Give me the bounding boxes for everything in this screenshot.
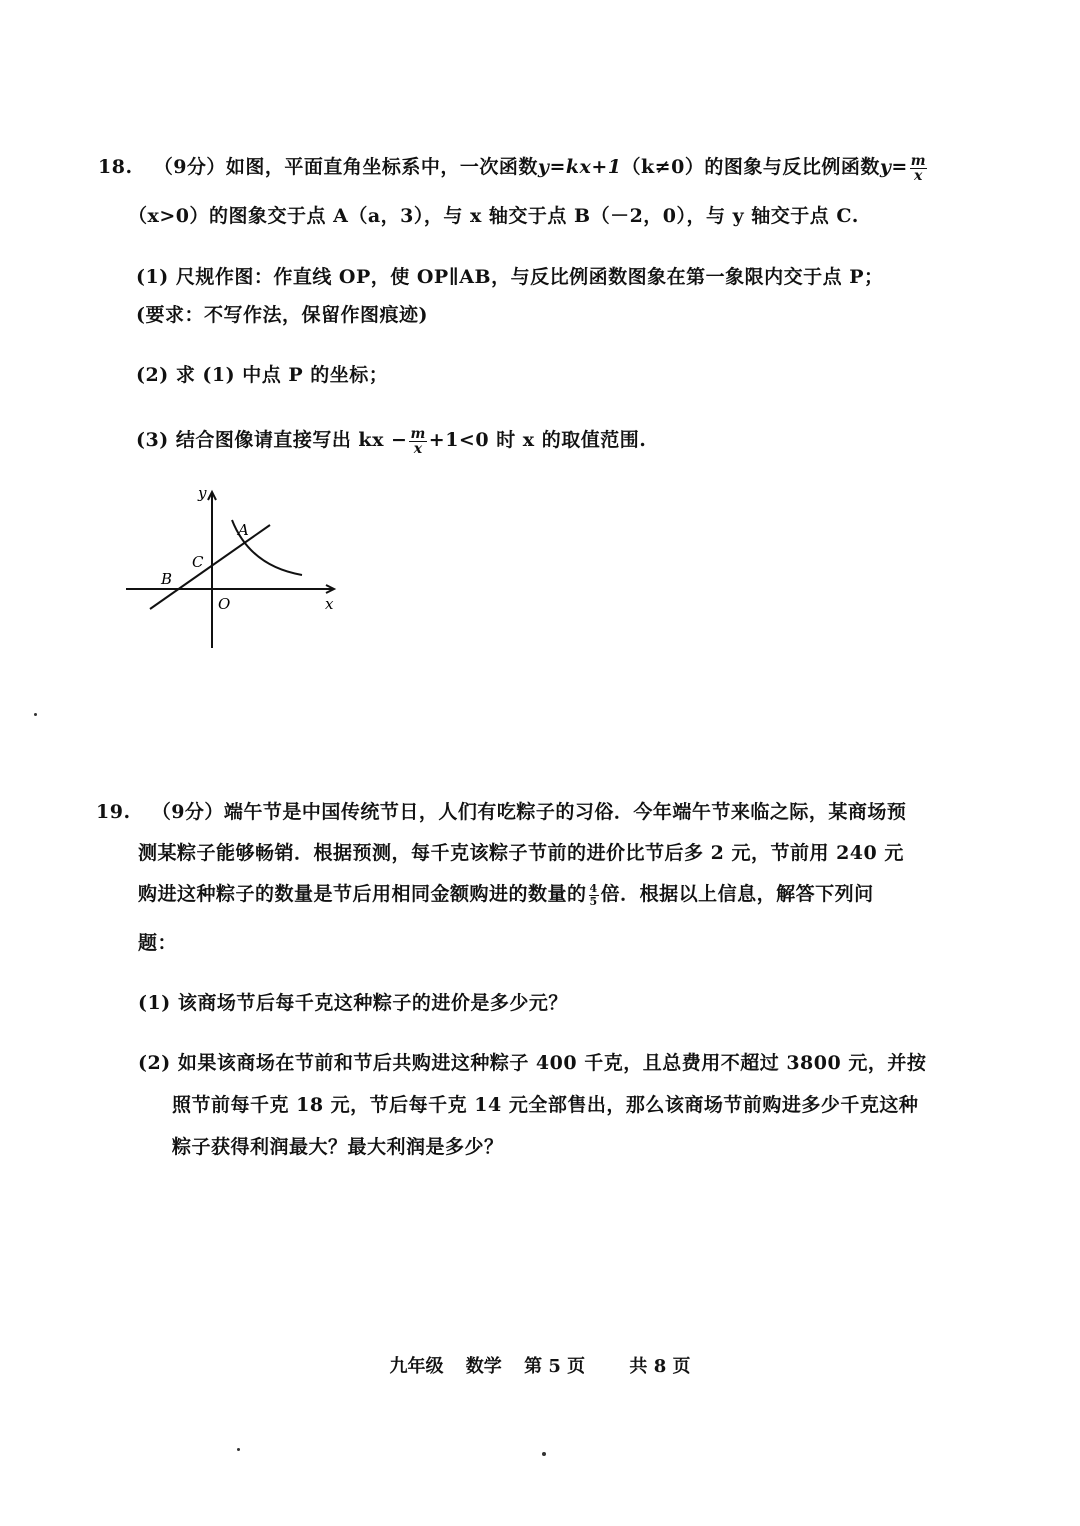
q19-part2-line1: (2) 如果该商场在节前和节后共购进这种粽子 400 千克，且总费用不超过 3800 元，并按	[138, 1052, 927, 1074]
q18-part3-a: (3) 结合图像请直接写出 kx −	[136, 429, 408, 451]
label-y: y	[198, 484, 207, 502]
q19-line4: 题：	[138, 932, 178, 954]
q18-frac-num: m	[910, 152, 927, 169]
scan-speck	[34, 713, 37, 716]
q19-fraction	[589, 883, 599, 908]
footer-total: 共 8 页	[629, 1356, 691, 1377]
q18-part1: (1) 尺规作图：作直线 OP，使 OP∥AB，与反比例函数图象在第一象限内交于点 P；	[136, 266, 884, 288]
q19-frac-num: 4	[589, 881, 598, 895]
q18-frac-den: x	[914, 167, 923, 184]
q18-text-c: （k≠0）的图象与反比例函数	[621, 156, 880, 178]
scan-speck	[542, 1452, 546, 1456]
q18-part3-b: +1<0 时 x 的取值范围.	[428, 429, 647, 451]
q18-inverse-func: y=	[879, 156, 908, 178]
page-footer	[0, 1352, 1080, 1378]
q19-text-1: （9分）端午节是中国传统节日，人们有吃粽子的习俗．今年端午节来临之际，某商场预	[151, 801, 907, 823]
q18-line1	[98, 152, 929, 183]
footer-page: 第 5 页	[524, 1356, 586, 1377]
q18-number: 18.	[98, 156, 133, 178]
q18-part3	[136, 425, 646, 456]
label-x: x	[325, 595, 334, 613]
q19-part2-line3: 粽子获得利润最大？最大利润是多少？	[172, 1136, 504, 1158]
footer-grade: 九年级	[389, 1356, 444, 1377]
label-o: O	[218, 595, 231, 613]
q18-part3-frac-den: x	[413, 440, 423, 457]
label-c: C	[192, 553, 204, 571]
label-a: A	[238, 521, 249, 539]
q19-line3	[138, 879, 874, 908]
label-b: B	[161, 570, 173, 588]
q18-text-a: （9分）如图，平面直角坐标系中，一次函数	[153, 156, 538, 178]
q18-part3-fraction	[409, 427, 426, 456]
scan-speck	[237, 1448, 240, 1451]
q19-line1	[96, 797, 906, 824]
q19-number: 19.	[96, 801, 131, 823]
q18-fraction	[910, 154, 927, 183]
q18-part2: (2) 求 (1) 中点 P 的坐标；	[136, 364, 389, 386]
q19-text-3a: 购进这种粽子的数量是节后用相同金额购进的数量的	[138, 883, 587, 905]
q19-text-3b: 倍．根据以上信息，解答下列问	[600, 883, 874, 905]
q19-part1: (1) 该商场节后每千克这种粽子的进价是多少元？	[138, 992, 568, 1014]
q18-line2: （x>0）的图象交于点 A（a，3），与 x 轴交于点 B（－2，0），与 y 轴交于点 C.	[128, 205, 859, 227]
q19-part2-line2: 照节前每千克 18 元，节后每千克 14 元全部售出，那么该商场节前购进多少千克这种	[172, 1094, 919, 1116]
line-ab	[150, 525, 270, 609]
q18-figure	[120, 478, 350, 653]
q18-part1-note: (要求：不写作法，保留作图痕迹)	[136, 304, 428, 326]
q18-part3-frac-num: m	[410, 425, 426, 442]
q19-line2: 测某粽子能够畅销．根据预测，每千克该粽子节前的进价比节后多 2 元，节前用 240 元	[138, 842, 904, 864]
q18-linear-func: y=kx+1	[537, 156, 622, 178]
q19-frac-den: 5	[589, 894, 598, 908]
footer-subject: 数学	[465, 1356, 502, 1377]
